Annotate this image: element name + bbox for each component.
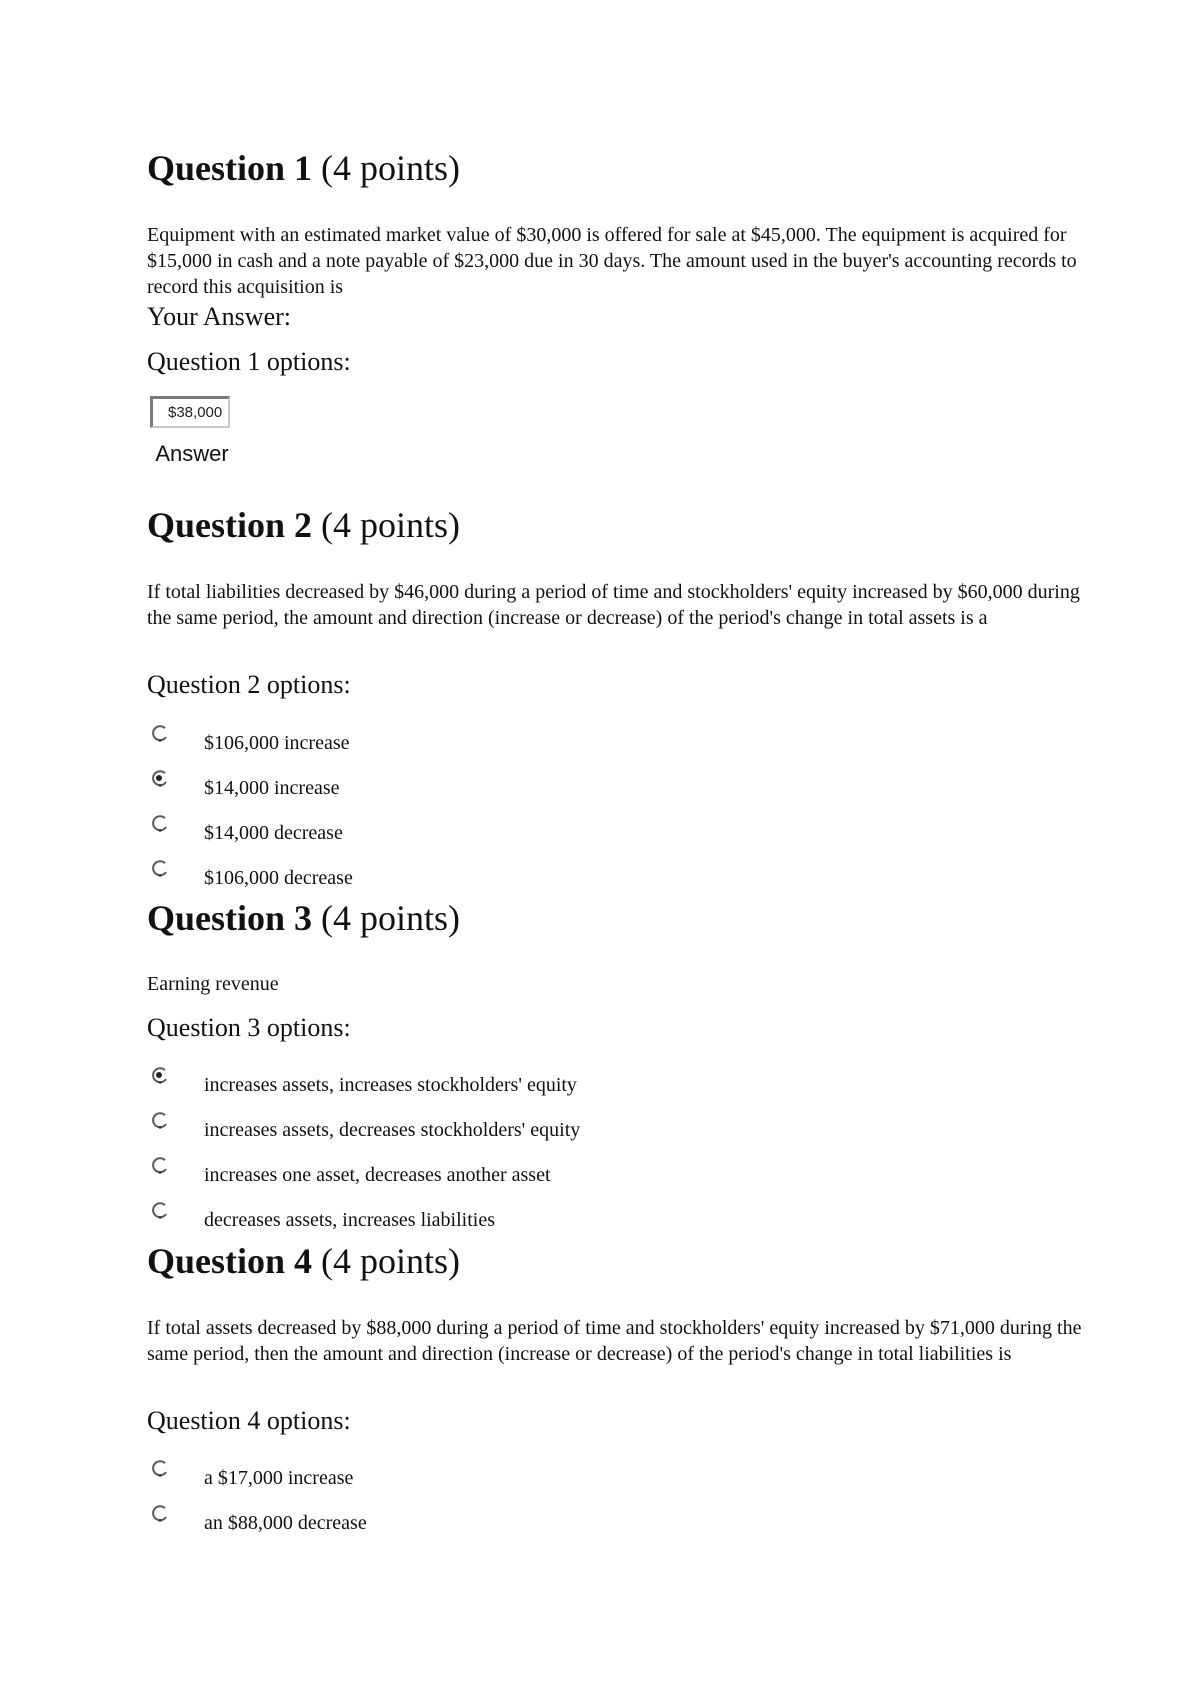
option-q3-3[interactable] — [147, 1157, 1047, 1202]
radio-unchecked-icon[interactable] — [151, 1157, 169, 1175]
option-label: a $17,000 increase — [204, 1467, 354, 1489]
question-3-text: Earning revenue — [147, 973, 279, 995]
option-q2-1[interactable] — [147, 725, 1047, 770]
question-1-points: (4 points) — [321, 148, 461, 188]
option-label: decreases assets, increases liabilities — [204, 1209, 495, 1231]
question-3-points: (4 points) — [321, 898, 461, 938]
option-label: $106,000 decrease — [204, 867, 353, 889]
question-4-title — [147, 1241, 460, 1281]
radio-unchecked-icon[interactable] — [151, 860, 169, 878]
answer-input[interactable]: $38,000 — [150, 396, 230, 428]
option-label: $14,000 decrease — [204, 822, 343, 844]
option-q2-2[interactable] — [147, 770, 1047, 815]
radio-checked-icon[interactable] — [151, 770, 169, 788]
radio-checked-icon[interactable] — [151, 1067, 169, 1085]
question-2-text: If total liabilities decreased by $46,000 during a period of time and stockholders' equity increased by $60,000 during the same period, the amount and direction (increase or decrease) of the period's change in total assets is a — [147, 581, 1080, 629]
radio-unchecked-icon[interactable] — [151, 1505, 169, 1523]
option-label: increases assets, increases stockholders' equity — [204, 1074, 577, 1096]
option-q3-2[interactable] — [147, 1112, 1047, 1157]
question-3-title — [147, 898, 460, 938]
radio-unchecked-icon[interactable] — [151, 1202, 169, 1220]
option-q4-2[interactable] — [147, 1505, 1047, 1550]
radio-unchecked-icon[interactable] — [151, 815, 169, 833]
option-q2-3[interactable] — [147, 815, 1047, 860]
your-answer-label: Your Answer: — [147, 302, 291, 331]
question-1-label: Question 1 — [147, 148, 313, 188]
question-1-options-label: Question 1 options: — [147, 347, 351, 376]
option-q4-1[interactable] — [147, 1460, 1047, 1505]
question-4-options — [147, 1460, 1047, 1550]
question-4-options-label: Question 4 options: — [147, 1406, 351, 1435]
question-2-title — [147, 505, 460, 545]
question-1-text: Equipment with an estimated market value of $30,000 is offered for sale at $45,000. The equipment is acquired for $15,000 in cash and a note payable of $23,000 due in 30 days. The amount used in the buyer's accounting records to record this acquisition is — [147, 224, 1077, 298]
question-2-options-label: Question 2 options: — [147, 670, 351, 699]
answer-caption: Answer — [155, 441, 229, 466]
question-3-label: Question 3 — [147, 898, 313, 938]
option-label: $14,000 increase — [204, 777, 340, 799]
option-label: an $88,000 decrease — [204, 1512, 367, 1534]
question-3-options-label: Question 3 options: — [147, 1013, 351, 1042]
option-q3-1[interactable] — [147, 1067, 1047, 1112]
question-4-label: Question 4 — [147, 1241, 313, 1281]
question-2-options — [147, 725, 1047, 905]
question-3-options — [147, 1067, 1047, 1247]
radio-unchecked-icon[interactable] — [151, 1112, 169, 1130]
question-2-label: Question 2 — [147, 505, 313, 545]
option-label: increases assets, decreases stockholders' equity — [204, 1119, 581, 1141]
option-label: increases one asset, decreases another asset — [204, 1164, 551, 1186]
question-1-title — [147, 148, 460, 188]
question-4-points: (4 points) — [321, 1241, 461, 1281]
question-4-text: If total assets decreased by $88,000 during a period of time and stockholders' equity increased by $71,000 during the same period, then the amount and direction (increase or decrease) of the period's change in total liabilities is — [147, 1317, 1082, 1365]
question-2-points: (4 points) — [321, 505, 461, 545]
radio-unchecked-icon[interactable] — [151, 1460, 169, 1478]
option-label: $106,000 increase — [204, 732, 350, 754]
radio-unchecked-icon[interactable] — [151, 725, 169, 743]
